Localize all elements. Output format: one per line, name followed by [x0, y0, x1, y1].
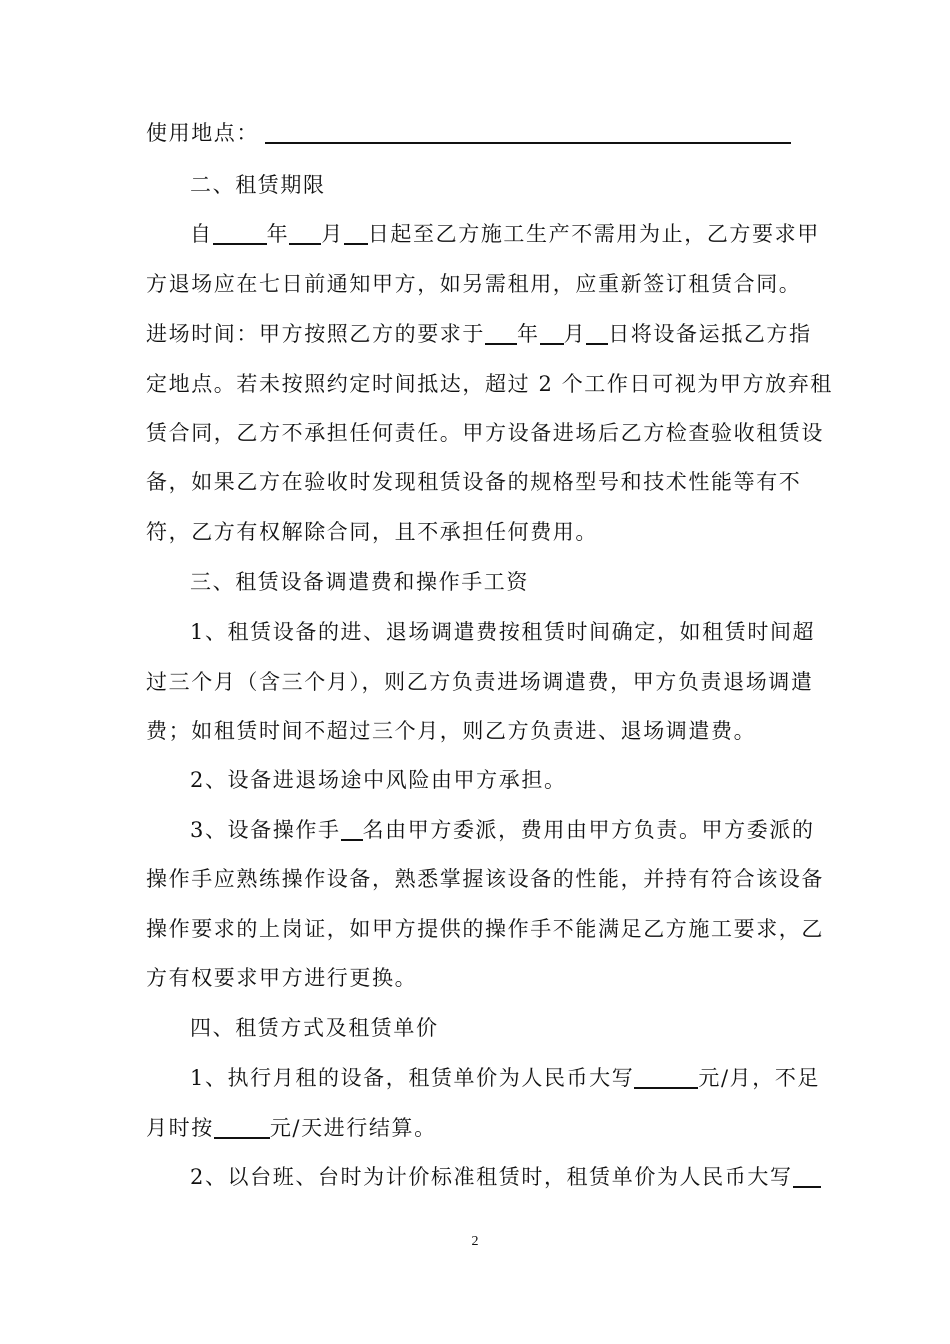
paragraph-line: 赁合同，乙方不承担任何责任。甲方设备进场后乙方检查验收租赁设 [146, 421, 824, 445]
usage-location-label: 使用地点： [146, 121, 259, 145]
daily-price-blank [214, 1115, 270, 1139]
paragraph-line: 月时按 元/天进行结算。 [146, 1116, 437, 1140]
paragraph-line: 过三个月（含三个月），则乙方负责进场调遣费，甲方负责退场调遣 [146, 670, 814, 694]
paragraph-line: 自 年 月 日起至乙方施工生产不需用为止，乙方要求甲 [190, 222, 820, 246]
month-blank [289, 221, 321, 245]
section-heading-dispatch-fee: 三、租赁设备调遣费和操作手工资 [190, 570, 529, 594]
usage-location-blank [265, 120, 791, 144]
paragraph-line: 3、设备操作手 名由甲方委派，费用由甲方负责。甲方委派的 [190, 818, 815, 842]
day-blank [344, 221, 368, 245]
section-heading-lease-price: 四、租赁方式及租赁单价 [190, 1016, 439, 1040]
paragraph-line: 备，如果乙方在验收时发现租赁设备的规格型号和技术性能等有不 [146, 470, 802, 494]
operator-count-blank [341, 817, 363, 841]
paragraph-line: 方退场应在七日前通知甲方，如另需租用，应重新签订租赁合同。 [146, 272, 802, 296]
paragraph-line: 操作手应熟练操作设备，熟悉掌握该设备的性能，并持有符合该设备 [146, 867, 824, 891]
shift-price-blank [793, 1164, 821, 1188]
monthly-price-blank [634, 1065, 698, 1089]
usage-location-line [146, 118, 791, 148]
page-number: 2 [471, 1234, 479, 1249]
paragraph-line: 定地点。若未按照约定时间抵达，超过 2 个工作日可视为甲方放弃租 [146, 372, 833, 396]
paragraph-line: 1、执行月租的设备，租赁单价为人民币大写 元/月，不足 [190, 1066, 821, 1090]
day-blank [586, 321, 608, 345]
month-blank [540, 321, 564, 345]
section-heading-lease-term: 二、租赁期限 [190, 173, 326, 197]
paragraph-line: 操作要求的上岗证，如甲方提供的操作手不能满足乙方施工要求，乙 [146, 917, 824, 941]
paragraph-line: 2、设备进退场途中风险由甲方承担。 [190, 768, 567, 792]
paragraph-line: 2、以台班、台时为计价标准租赁时，租赁单价为人民币大写 [190, 1162, 821, 1192]
year-blank [213, 221, 267, 245]
paragraph-line: 方有权要求甲方进行更换。 [146, 966, 418, 990]
paragraph-line: 符，乙方有权解除合同，且不承担任何费用。 [146, 520, 598, 544]
paragraph-line: 进场时间：甲方按照乙方的要求于 年 月 日将设备运抵乙方指 [146, 322, 812, 346]
paragraph-line: 1、租赁设备的进、退场调遣费按租赁时间确定，如租赁时间超 [190, 620, 816, 644]
paragraph-line: 费；如租赁时间不超过三个月，则乙方负责进、退场调遣费。 [146, 719, 757, 743]
year-blank [485, 321, 517, 345]
